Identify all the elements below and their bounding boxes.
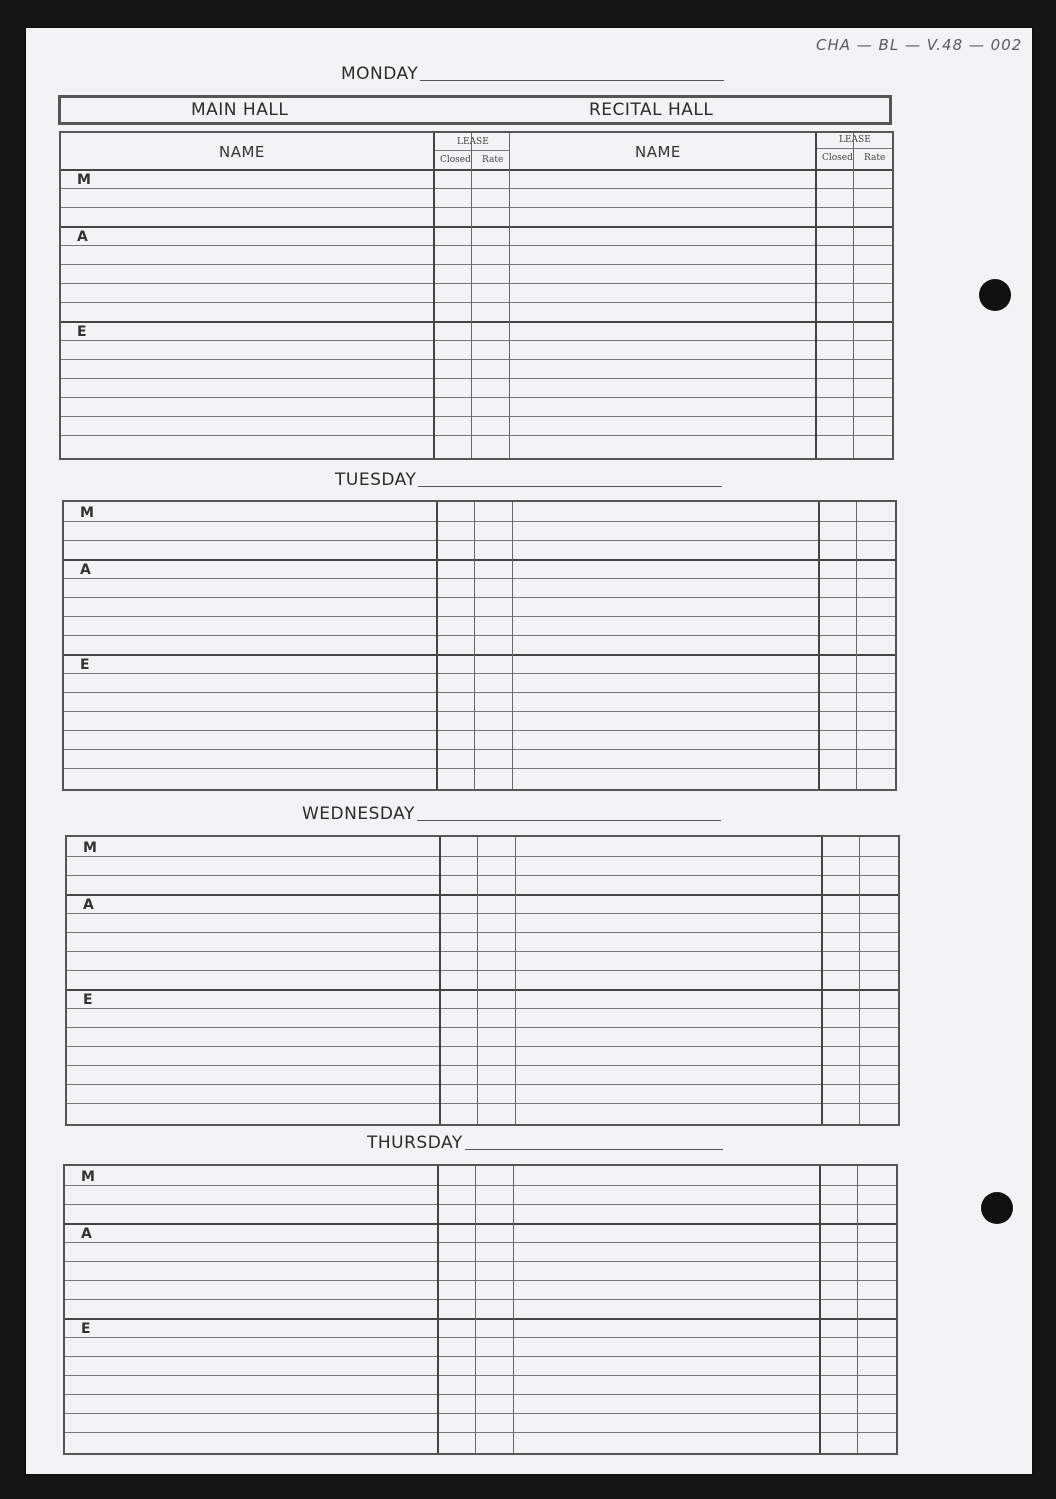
period-label-morning: M: [80, 505, 94, 521]
entry-row-line: [67, 1084, 898, 1085]
header-bottom-rule: [61, 169, 892, 171]
entry-row-line: [64, 521, 895, 522]
day-heading-tuesday: TUESDAY: [335, 470, 722, 490]
period-label-morning: M: [77, 172, 91, 188]
entry-row-line: [67, 1103, 898, 1104]
entry-row-line: [65, 1299, 896, 1300]
recital-lease-header: LEASE: [839, 135, 871, 145]
entry-row-line: [65, 1413, 896, 1414]
entry-row-line: [61, 378, 892, 379]
period-label-afternoon: A: [80, 562, 91, 578]
entry-row-line: [61, 397, 892, 398]
column-divider: [815, 133, 817, 458]
recital-name-header: NAME: [635, 143, 681, 161]
main-hall-label: MAIN HALL: [191, 100, 289, 120]
column-divider: [471, 133, 472, 458]
main-closed-header: Closed: [440, 155, 471, 165]
column-divider: [819, 1166, 821, 1453]
wednesday-schedule-grid: [65, 835, 900, 1126]
entry-row-line: [67, 1046, 898, 1047]
entry-row-line: [61, 359, 892, 360]
entry-row-line: [61, 283, 892, 284]
period-label-afternoon: A: [77, 229, 88, 245]
period-divider: [64, 559, 895, 561]
reference-number: CHA — BL — V.48 — 002: [816, 36, 1023, 54]
entry-row-line: [61, 302, 892, 303]
entry-row-line: [64, 749, 895, 750]
column-divider: [859, 837, 860, 1124]
column-divider: [821, 837, 823, 1124]
entry-row-line: [65, 1261, 896, 1262]
hall-header-bar: [58, 95, 892, 125]
entry-row-line: [65, 1356, 896, 1357]
main-name-header: NAME: [219, 143, 265, 161]
monday-schedule-grid: [59, 131, 894, 460]
entry-row-line: [67, 970, 898, 971]
day-heading-monday: MONDAY: [341, 64, 724, 84]
period-divider: [61, 321, 892, 323]
period-label-evening: E: [81, 1321, 91, 1337]
day-heading-thursday: THURSDAY: [367, 1133, 723, 1153]
column-divider: [512, 502, 513, 789]
period-divider: [61, 226, 892, 228]
entry-row-line: [67, 913, 898, 914]
column-divider: [509, 133, 510, 458]
entry-row-line: [65, 1204, 896, 1205]
entry-row-line: [64, 673, 895, 674]
column-divider: [818, 502, 820, 789]
entry-row-line: [64, 692, 895, 693]
tuesday-schedule-grid: [62, 500, 897, 791]
thursday-schedule-grid: [63, 1164, 898, 1455]
entry-row-line: [67, 932, 898, 933]
column-divider: [474, 502, 475, 789]
entry-row-line: [64, 540, 895, 541]
entry-row-line: [64, 711, 895, 712]
entry-row-line: [67, 1065, 898, 1066]
column-divider: [513, 1166, 514, 1453]
column-divider: [475, 1166, 476, 1453]
period-divider: [67, 894, 898, 896]
column-divider: [439, 837, 441, 1124]
period-label-evening: E: [83, 992, 93, 1008]
period-divider: [64, 654, 895, 656]
entry-row-line: [61, 340, 892, 341]
entry-row-line: [61, 207, 892, 208]
main-rate-header: Rate: [482, 155, 504, 165]
entry-row-line: [64, 616, 895, 617]
entry-row-line: [65, 1242, 896, 1243]
column-divider: [477, 837, 478, 1124]
entry-row-line: [65, 1185, 896, 1186]
entry-row-line: [65, 1432, 896, 1433]
recital-closed-header: Closed: [822, 153, 853, 163]
column-divider: [857, 1166, 858, 1453]
entry-row-line: [67, 856, 898, 857]
entry-row-line: [65, 1280, 896, 1281]
entry-row-line: [67, 1008, 898, 1009]
period-label-evening: E: [77, 324, 87, 340]
entry-row-line: [64, 730, 895, 731]
column-divider: [515, 837, 516, 1124]
period-label-afternoon: A: [83, 897, 94, 913]
recital-rate-header: Rate: [864, 153, 886, 163]
period-label-evening: E: [80, 657, 90, 673]
entry-row-line: [61, 188, 892, 189]
punch-hole-bottom: [981, 1192, 1013, 1224]
entry-row-line: [61, 435, 892, 436]
period-divider: [65, 1318, 896, 1320]
column-divider: [856, 502, 857, 789]
recital-hall-label: RECITAL HALL: [589, 100, 714, 120]
entry-row-line: [65, 1337, 896, 1338]
column-divider: [853, 133, 854, 458]
entry-row-line: [64, 578, 895, 579]
entry-row-line: [67, 1027, 898, 1028]
entry-row-line: [65, 1375, 896, 1376]
entry-row-line: [67, 951, 898, 952]
entry-row-line: [67, 875, 898, 876]
period-divider: [65, 1223, 896, 1225]
entry-row-line: [64, 635, 895, 636]
column-divider: [437, 1166, 439, 1453]
period-label-morning: M: [83, 840, 97, 856]
entry-row-line: [64, 768, 895, 769]
main-lease-header: LEASE: [457, 137, 489, 147]
entry-row-line: [61, 245, 892, 246]
period-label-morning: M: [81, 1169, 95, 1185]
punch-hole-top: [979, 279, 1011, 311]
day-heading-wednesday: WEDNESDAY: [302, 804, 721, 824]
period-divider: [67, 989, 898, 991]
entry-row-line: [61, 264, 892, 265]
column-divider: [433, 133, 435, 458]
column-divider: [436, 502, 438, 789]
entry-row-line: [65, 1394, 896, 1395]
period-label-afternoon: A: [81, 1226, 92, 1242]
entry-row-line: [61, 416, 892, 417]
entry-row-line: [64, 597, 895, 598]
